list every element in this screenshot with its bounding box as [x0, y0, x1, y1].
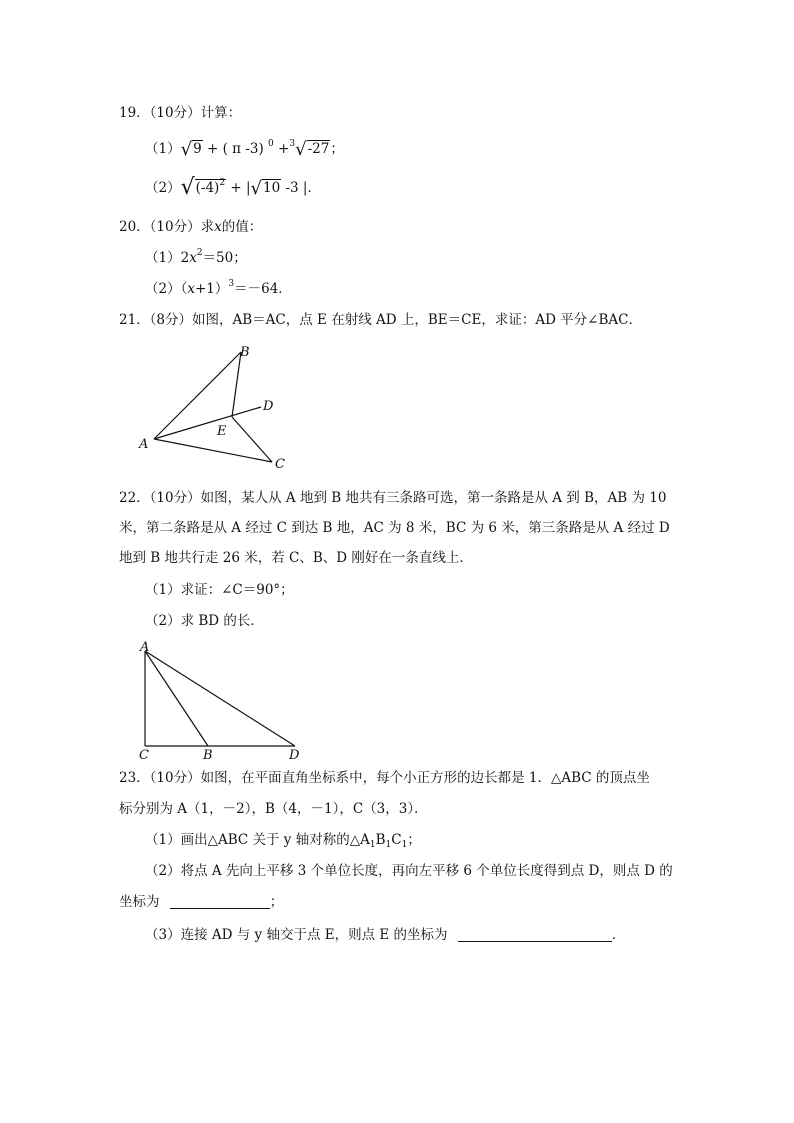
answer-blank-d[interactable] — [170, 894, 270, 909]
label-d: D — [263, 399, 274, 414]
q20-part1: $(1)2x^2=50$； — [145, 248, 247, 266]
q22-line2: 米，第二条路是从 A 经过 C 到达 B 地，AC 为 8 米，BC 为 6 米，第三条路是从 A 经过 D — [119, 520, 670, 536]
q22-part2: （2）求 BD 的长． — [145, 613, 264, 629]
q23-line1: 23．（10分）如图，在平面直角坐标系中，每个小正方形的边长都是 1．△ABC 的顶点坐 — [119, 770, 650, 786]
q19-part1: （1）√9 + ( π -3) $^0$ +$^3$√-27； — [145, 139, 344, 160]
label-b: B — [240, 345, 250, 360]
label-c: C — [275, 457, 285, 472]
cube-root-expression: √-27 — [295, 139, 330, 160]
q23-part2-line2: 坐标为 ； — [119, 894, 284, 910]
q22-line1: 22．（10分）如图，某人从 A 地到 B 地共有三条路可选，第一条路是从 A 到 B，AB 为 10 — [119, 490, 667, 506]
q22-part1: （1）求证：∠C＝90°； — [145, 582, 294, 598]
q23-line2: 标分别为 A（1，－2），B（4，－1），C（3，3）． — [119, 801, 428, 817]
q23-part3: （3）连接 AD 与 y 轴交于点 E，则点 E 的坐标为 ． — [145, 927, 626, 943]
q19-part2: $(2)√(-4)^2 + |√10$ -3 |． — [145, 175, 321, 200]
sqrt-expression: √9 — [180, 139, 202, 160]
label-e: E — [217, 424, 227, 439]
q20-stem: 20．（10分）求x的值： — [119, 219, 263, 235]
segment-ad — [145, 651, 295, 746]
label-d: D — [289, 748, 300, 762]
sqrt-expression: √10 — [250, 178, 281, 199]
q23-part2-line1: （2）将点 A 先向上平移 3 个单位长度，再向左平移 6 个单位长度得到点 D，则点 D 的 — [145, 863, 673, 879]
segment-ab — [145, 651, 208, 746]
sqrt-expression: $√(-4)^2$ — [180, 175, 226, 200]
label-a: A — [139, 437, 149, 452]
q20-part2: $(2)(x+1)^3=-64$． — [145, 279, 292, 297]
segment-be — [232, 352, 241, 417]
label-c: C — [139, 748, 149, 762]
q19-stem: 19．（10分）计算： — [119, 105, 242, 121]
q21-text: 21．（8分）如图，AB＝AC，点 E 在射线 AD 上，BE＝CE，求证：AD 平分∠BAC． — [119, 312, 642, 328]
q22-figure — [130, 637, 310, 762]
label-a: A — [140, 640, 150, 655]
answer-blank-e[interactable] — [458, 927, 612, 942]
q21-figure — [130, 340, 300, 475]
q23-part1: （1）画出△ABC 关于 y 轴对称的$\triangle A_1B_1C_1$； — [145, 832, 421, 850]
cube-root-index: 3 — [289, 139, 296, 149]
q22-line3: 地到 B 地共行走 26 米，若 C、B、D 刚好在一条直线上． — [119, 550, 473, 566]
label-b: B — [203, 748, 213, 762]
